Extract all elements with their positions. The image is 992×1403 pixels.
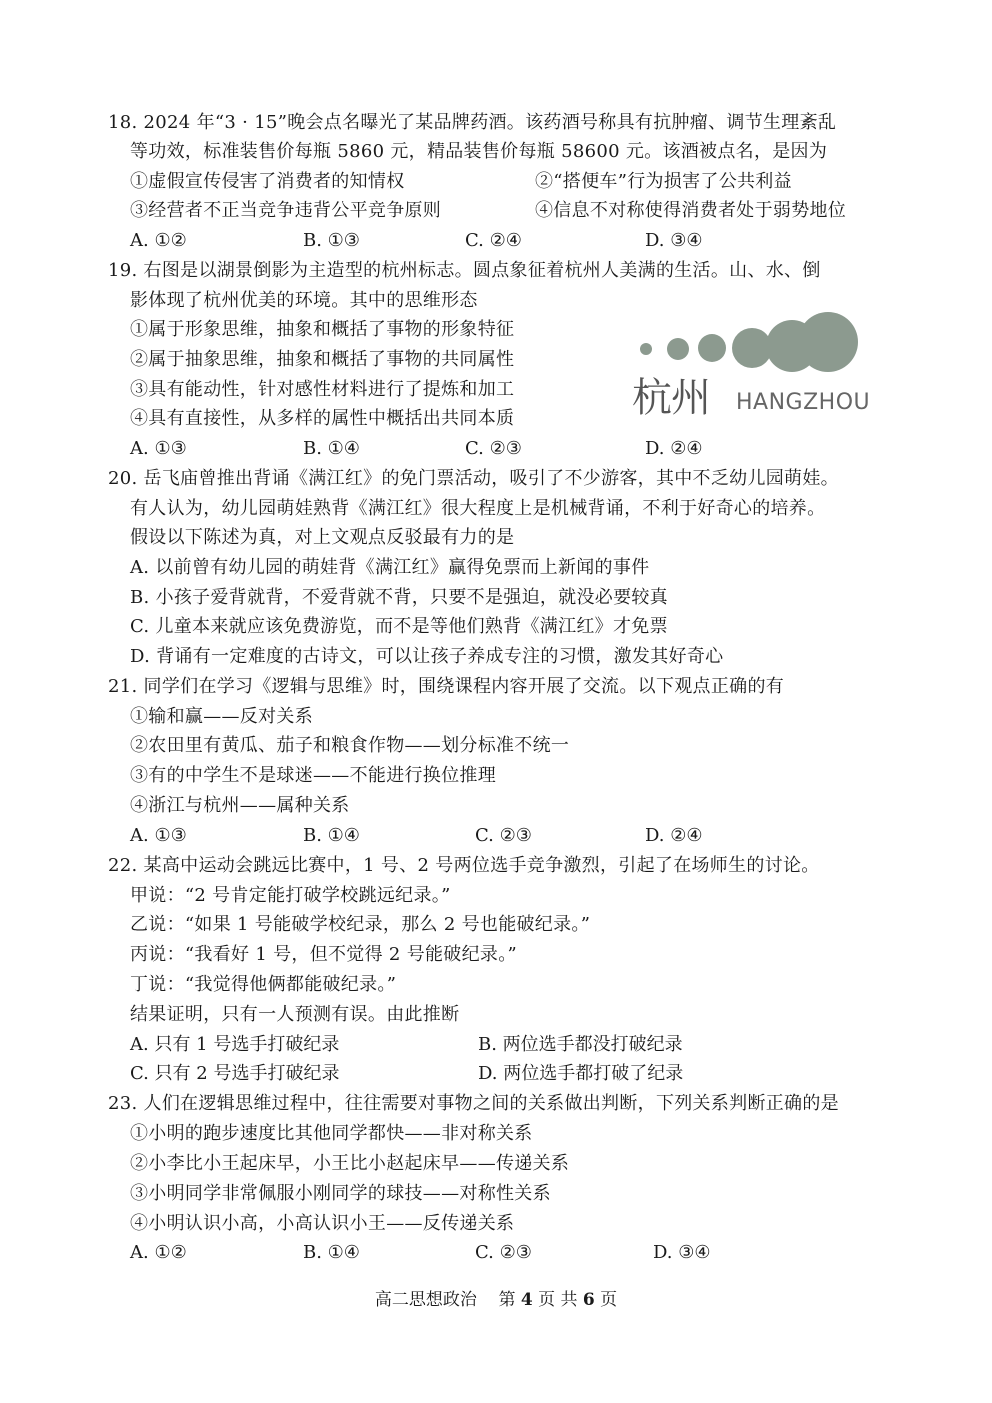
q23-statement-4: ④小明认识小高，小高认识小王——反传递关系 (130, 1213, 515, 1234)
q18-stem-line1: 18. 2024 年“3 · 15”晚会点名曝光了某品牌药酒。该药酒号称具有抗肿瘤、调节生理紊乱 (108, 112, 837, 133)
q23-option-d: D. ③④ (653, 1242, 711, 1263)
hangzhou-logo-chinese: 杭州 (632, 375, 710, 421)
q20-stem-line2: 有人认为，幼儿园萌娃熟背《满江红》很大程度上是机械背诵，不利于好奇心的培养。 (130, 498, 826, 519)
q19-stem-line2: 影体现了杭州优美的环境。其中的思维形态 (130, 290, 478, 311)
page-footer (0, 1288, 992, 1312)
q22-option-a: A. 只有 1 号选手打破纪录 (130, 1034, 340, 1055)
q21-option-a: A. ①③ (130, 825, 187, 846)
footer-page-suffix: 页 (600, 1290, 618, 1310)
q18-statement-3: ③经营者不正当竞争违背公平竞争原则 (130, 200, 442, 221)
q19-stem-line1: 19. 右图是以湖景倒影为主造型的杭州标志。圆点象征着杭州人美满的生活。山、水、倒 (108, 260, 821, 281)
q22-stem-line1: 22. 某高中运动会跳远比赛中，1 号、2 号两位选手竞争激烈，引起了在场师生的讨论。 (108, 855, 820, 876)
q23-statement-3: ③小明同学非常佩服小刚同学的球技——对称性关系 (130, 1183, 551, 1204)
q21-statement-1: ①输和赢——反对关系 (130, 706, 313, 727)
footer-page-prefix: 第 (498, 1290, 516, 1310)
q22-jia-statement: 甲说：“2 号肯定能打破学校跳远纪录。” (130, 885, 451, 906)
q20-option-b: B. 小孩子爱背就背，不爱背就不背，只要不是强迫，就没必要较真 (130, 587, 668, 608)
q23-statement-2: ②小李比小王起床早，小王比小赵起床早——传递关系 (130, 1153, 570, 1174)
q20-stem-line1: 20. 岳飞庙曾推出背诵《满江红》的免门票活动，吸引了不少游客，其中不乏幼儿园萌娃。 (108, 468, 839, 489)
q22-result: 结果证明，只有一人预测有误。由此推断 (130, 1004, 460, 1025)
q21-option-c: C. ②③ (475, 825, 532, 846)
q22-option-c: C. 只有 2 号选手打破纪录 (130, 1063, 340, 1084)
q20-option-d: D. 背诵有一定难度的古诗文，可以让孩子养成专注的习惯，激发其好奇心 (130, 646, 724, 667)
footer-subject: 高二思想政治 (374, 1290, 477, 1310)
q19-statement-3: ③具有能动性，针对感性材料进行了提炼和加工 (130, 379, 515, 400)
q19-statement-2: ②属于抽象思维，抽象和概括了事物的共同属性 (130, 349, 515, 370)
q18-statement-2: ②“搭便车”行为损害了公共利益 (535, 171, 792, 192)
q18-option-c: C. ②④ (465, 230, 522, 251)
footer-page-middle: 页 共 (538, 1290, 578, 1310)
q23-option-a: A. ①② (130, 1242, 187, 1263)
q20-option-c: C. 儿童本来就应该免费游览，而不是等他们熟背《满江红》才免票 (130, 616, 668, 637)
q21-statement-3: ③有的中学生不是球迷——不能进行换位推理 (130, 765, 496, 786)
q19-statement-1: ①属于形象思维，抽象和概括了事物的形象特征 (130, 319, 515, 340)
q18-statement-1: ①虚假宣传侵害了消费者的知情权 (130, 171, 405, 192)
hangzhou-logo-english: HANGZHOU (736, 390, 871, 415)
q18-option-a: A. ①② (130, 230, 187, 251)
q23-option-c: C. ②③ (475, 1242, 532, 1263)
hangzhou-logo (632, 312, 872, 422)
q22-option-d: D. 两位选手都打破了纪录 (478, 1063, 684, 1084)
q23-statement-1: ①小明的跑步速度比其他同学都快——非对称关系 (130, 1123, 533, 1144)
q23-stem-line1: 23. 人们在逻辑思维过程中，往往需要对事物之间的关系做出判断，下列关系判断正确的是 (108, 1093, 839, 1114)
q18-option-b: B. ①③ (303, 230, 360, 251)
footer-page-total: 6 (582, 1290, 595, 1310)
q19-option-d: D. ②④ (645, 438, 703, 459)
q22-yi-statement: 乙说：“如果 1 号能破学校纪录，那么 2 号也能破纪录。” (130, 914, 591, 935)
q23-option-b: B. ①④ (303, 1242, 360, 1263)
q22-option-b: B. 两位选手都没打破纪录 (478, 1034, 683, 1055)
q19-option-b: B. ①④ (303, 438, 360, 459)
q21-option-d: D. ②④ (645, 825, 703, 846)
hangzhou-logo-dots-icon (632, 312, 872, 382)
q18-statement-4: ④信息不对称使得消费者处于弱势地位 (535, 200, 847, 221)
q19-option-a: A. ①③ (130, 438, 187, 459)
q21-stem-line1: 21. 同学们在学习《逻辑与思维》时，围绕课程内容开展了交流。以下观点正确的有 (108, 676, 785, 697)
q21-statement-4: ④浙江与杭州——属种关系 (130, 795, 350, 816)
q21-option-b: B. ①④ (303, 825, 360, 846)
q19-option-c: C. ②③ (465, 438, 522, 459)
q22-bing-statement: 丙说：“我看好 1 号，但不觉得 2 号能破纪录。” (130, 944, 517, 965)
q18-option-d: D. ③④ (645, 230, 703, 251)
q19-statement-4: ④具有直接性，从多样的属性中概括出共同本质 (130, 408, 515, 429)
q18-stem-line2: 等功效，标准装售价每瓶 5860 元，精品装售价每瓶 58600 元。该酒被点名，是因为 (130, 141, 828, 162)
q20-option-a: A. 以前曾有幼儿园的萌娃背《满江红》赢得免票而上新闻的事件 (130, 557, 650, 578)
q20-stem-line3: 假设以下陈述为真，对上文观点反驳最有力的是 (130, 527, 515, 548)
q21-statement-2: ②农田里有黄瓜、茄子和粮食作物——划分标准不统一 (130, 735, 570, 756)
q22-ding-statement: 丁说：“我觉得他俩都能破纪录。” (130, 974, 397, 995)
footer-page-number: 4 (520, 1290, 533, 1310)
